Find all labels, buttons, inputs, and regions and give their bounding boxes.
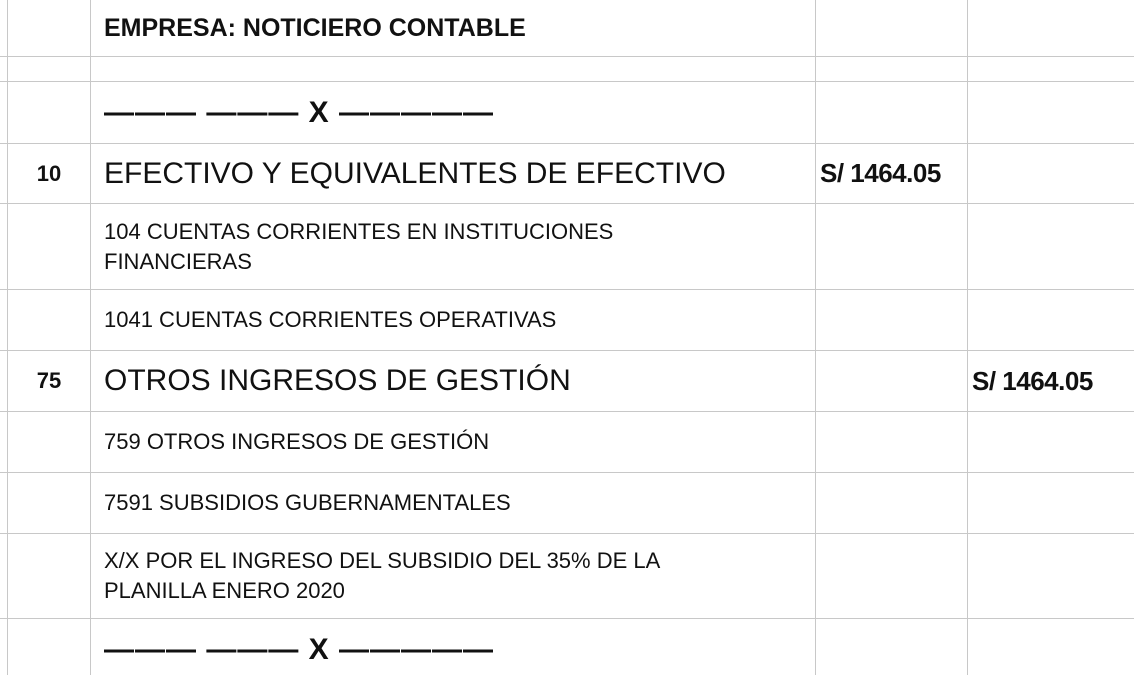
- grid-col-line: [815, 0, 816, 675]
- entry-gloss[interactable]: X/X POR EL INGRESO DEL SUBSIDIO DEL 35% DE LA PLANILLA ENERO 2020: [104, 548, 660, 603]
- subaccount-name[interactable]: 1041 CUENTAS CORRIENTES OPERATIVAS: [104, 307, 557, 332]
- account-code[interactable]: 75: [36, 368, 62, 393]
- account-code[interactable]: 10: [36, 160, 62, 186]
- entry-separator[interactable]: ——— ——— X —————: [104, 632, 495, 666]
- account-name[interactable]: OTROS INGRESOS DE GESTIÓN: [104, 364, 571, 397]
- grid-col-line: [967, 0, 968, 675]
- credit-amount[interactable]: S/ 1464.05: [972, 365, 1093, 396]
- account-name[interactable]: EFECTIVO Y EQUIVALENTES DE EFECTIVO: [104, 156, 726, 190]
- subaccount-name[interactable]: 104 CUENTAS CORRIENTES EN INSTITUCIONES FINANCIERAS: [104, 218, 614, 274]
- subaccount-name[interactable]: 7591 SUBSIDIOS GUBERNAMENTALES: [104, 490, 511, 515]
- grid-row-line: [0, 56, 1134, 57]
- entry-separator[interactable]: ——— ——— X —————: [104, 95, 495, 129]
- debit-amount[interactable]: S/ 1464.05: [820, 158, 941, 188]
- subaccount-name[interactable]: 759 OTROS INGRESOS DE GESTIÓN: [104, 429, 490, 454]
- company-title[interactable]: EMPRESA: NOTICIERO CONTABLE: [104, 13, 526, 42]
- grid-col-line: [7, 0, 8, 675]
